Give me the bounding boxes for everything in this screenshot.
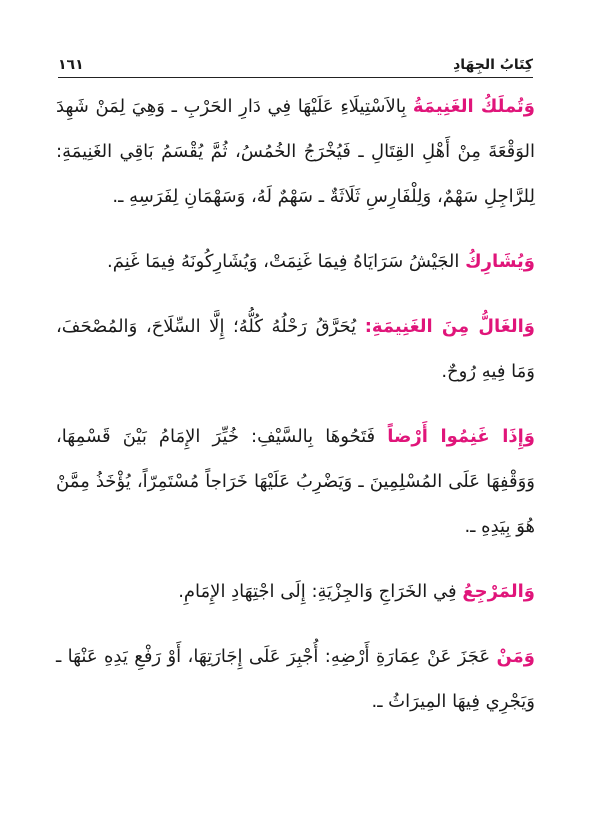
- paragraph-yusharik: [56, 239, 535, 284]
- paragraph-man-ajaz: [56, 634, 535, 724]
- paragraph-keyword: وَإِذَا غَنِمُوا أَرْضاً: [387, 426, 535, 447]
- page-body: [56, 84, 535, 724]
- paragraph-keyword: وَيُشَارِكُ: [465, 251, 535, 272]
- paragraph-ghall: [56, 304, 535, 394]
- book-title: كِتَابُ الجِهَادِ: [453, 57, 533, 73]
- paragraph-text: عَجَزَ عَنْ عِمَارَةِ أَرْضِهِ: أُجْبِرَ عَلَى إِجَارَتِهَا، أَوْ رَفْعِ يَدِهِ عَنْهَا ـ وَيَجْرِي فِيهَا المِيرَاثُ ـ.: [56, 646, 535, 712]
- page-header: [58, 48, 533, 78]
- paragraph-keyword: وَمَنْ: [496, 646, 535, 667]
- paragraph-text: الجَيْشُ سَرَايَاهُ فِيمَا غَنِمَتْ، وَيُشَارِكُونَهُ فِيمَا غَنِمَ.: [107, 251, 466, 272]
- paragraph-keyword: وَالمَرْجِعُ: [462, 581, 535, 602]
- paragraph-text: بِالاَسْتِيلَاءِ عَلَيْهَا فِي دَارِ الحَرْبِ ـ وَهِيَ لِمَنْ شَهِدَ الوَقْعَةَ مِنْ أَهْلِ القِتَالِ ـ فَيُخْرَجُ الخُمُسُ، ثُمَّ يُقْسَمُ بَاقِي الغَنِيمَةِ: لِلرَّاجِلِ سَهْمٌ، وَلِلْفَارِسِ ثَلَاثَةٌ ـ سَهْمٌ لَهُ، وَسَهْمَانِ لِفَرَسِهِ ـ.: [56, 96, 535, 207]
- paragraph-text: فَتَحُوهَا بِالسَّيْفِ: خُيِّرَ الإِمَامُ بَيْنَ قَسْمِهَا، وَوَقْفِهَا عَلَى المُسْلِمِينَ ـ وَيَضْرِبُ عَلَيْهَا خَرَاجاً مُسْتَمِرّاً، يُؤْخَذُ مِمَّنْ هُوَ بِيَدِهِ ـ.: [56, 426, 535, 537]
- paragraph-keyword: وَتُملَكُ الغَنِيمَةُ: [412, 96, 535, 117]
- paragraph-text: يُحَرَّقُ رَحْلُهُ كُلُّهُ؛ إِلَّا السِّلَاحَ، وَالمُصْحَفَ، وَمَا فِيهِ رُوحٌ.: [56, 316, 535, 382]
- paragraph-text: فِي الخَرَاجِ وَالجِزْيَةِ: إِلَى اجْتِهَادِ الإِمَامِ.: [178, 581, 463, 602]
- paragraph-marji: [56, 569, 535, 614]
- page-number: ١٦١: [58, 57, 84, 73]
- paragraph-ard: [56, 414, 535, 549]
- paragraph-keyword: وَالغَالُّ مِنَ الغَنِيمَةِ:: [364, 316, 535, 337]
- paragraph-ghanima: [56, 84, 535, 219]
